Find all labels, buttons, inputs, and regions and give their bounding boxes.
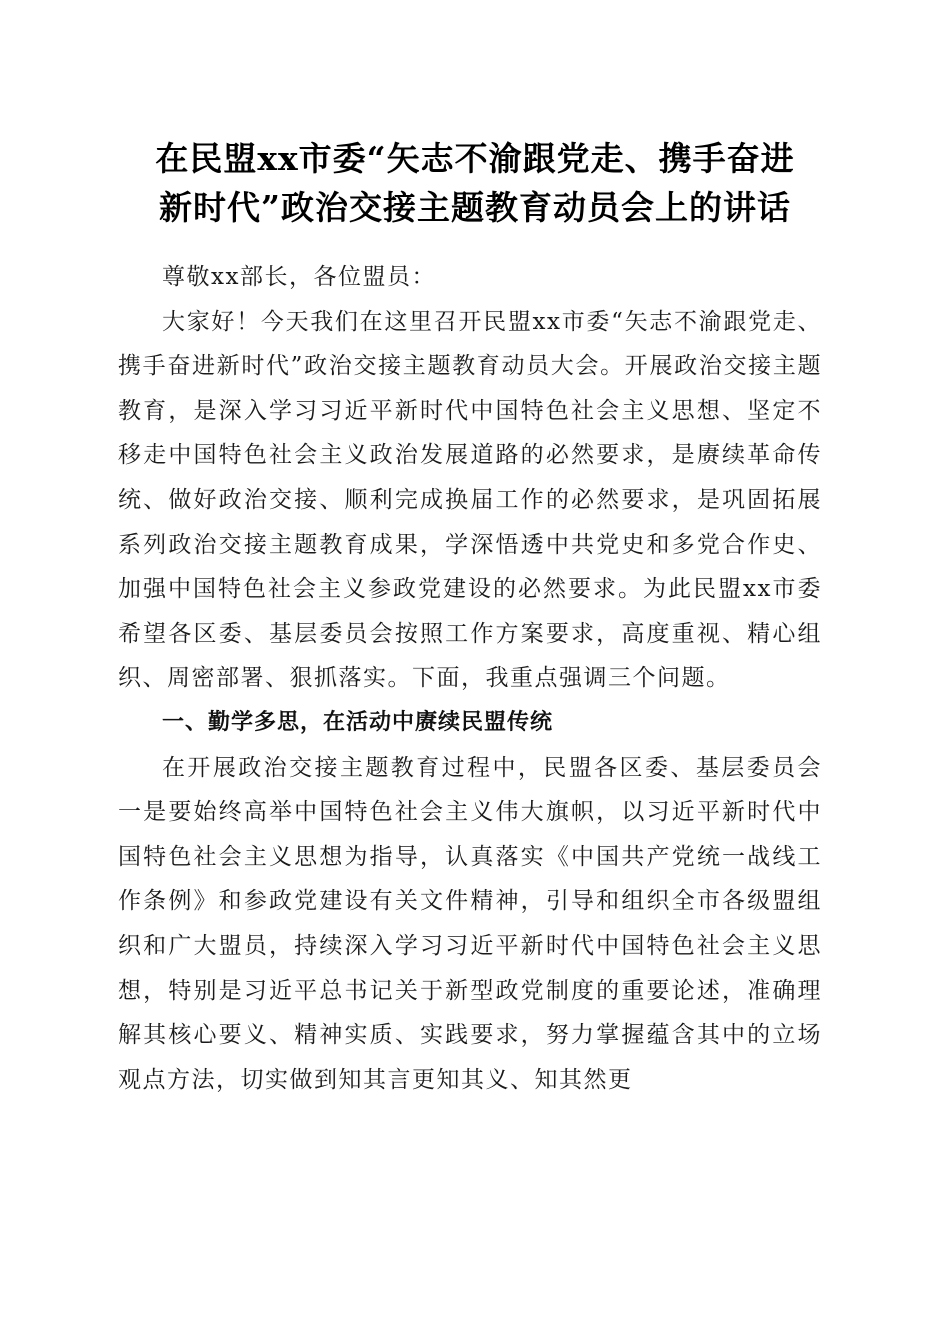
title-line-2: 新时代”政治交接主题教育动员会上的讲话 — [159, 188, 791, 227]
document-body — [118, 255, 822, 1102]
paragraph-1: 大家好！今天我们在这里召开民盟xx市委“矢志不渝跟党走、携手奋进新时代”政治交接主题教育动员大会。开展政治交接主题教育，是深入学习习近平新时代中国特色社会主义思想、坚定不移走中国特色社会主义政治发展道路的必然要求，是赓续革命传统、做好政治交接、顺利完成换届工作的必然要求，是巩固拓展系列政治交接主题教育成果，学深悟透中共党史和多党合作史、加强中国特色社会主义参政党建设的必然要求。为此民盟xx市委希望各区委、基层委员会按照工作方案要求，高度重视、精心组织、周密部署、狠抓落实。下面，我重点强调三个问题。 — [118, 308, 822, 692]
title-line-1: 在民盟xx市委“矢志不渝跟党走、携手奋进 — [155, 139, 795, 178]
section-1-heading: 一、勤学多思，在活动中赓续民盟传统 — [162, 709, 554, 735]
paragraph-2: 在开展政治交接主题教育过程中，民盟各区委、基层委员会一是要始终高举中国特色社会主义伟大旗帜，以习近平新时代中国特色社会主义思想为指导，认真落实《中国共产党统一战线工作条例》和参政党建设有关文件精神，引导和组织全市各级盟组织和广大盟员，持续深入学习习近平新时代中国特色社会主义思想，特别是习近平总书记关于新型政党制度的重要论述，准确理解其核心要义、精神实质、实践要求，努力掌握蕴含其中的立场观点方法，切实做到知其言更知其义、知其然更 — [118, 754, 822, 1093]
salutation: 尊敬xx部长，各位盟员： — [162, 264, 436, 290]
document-title — [118, 134, 832, 232]
